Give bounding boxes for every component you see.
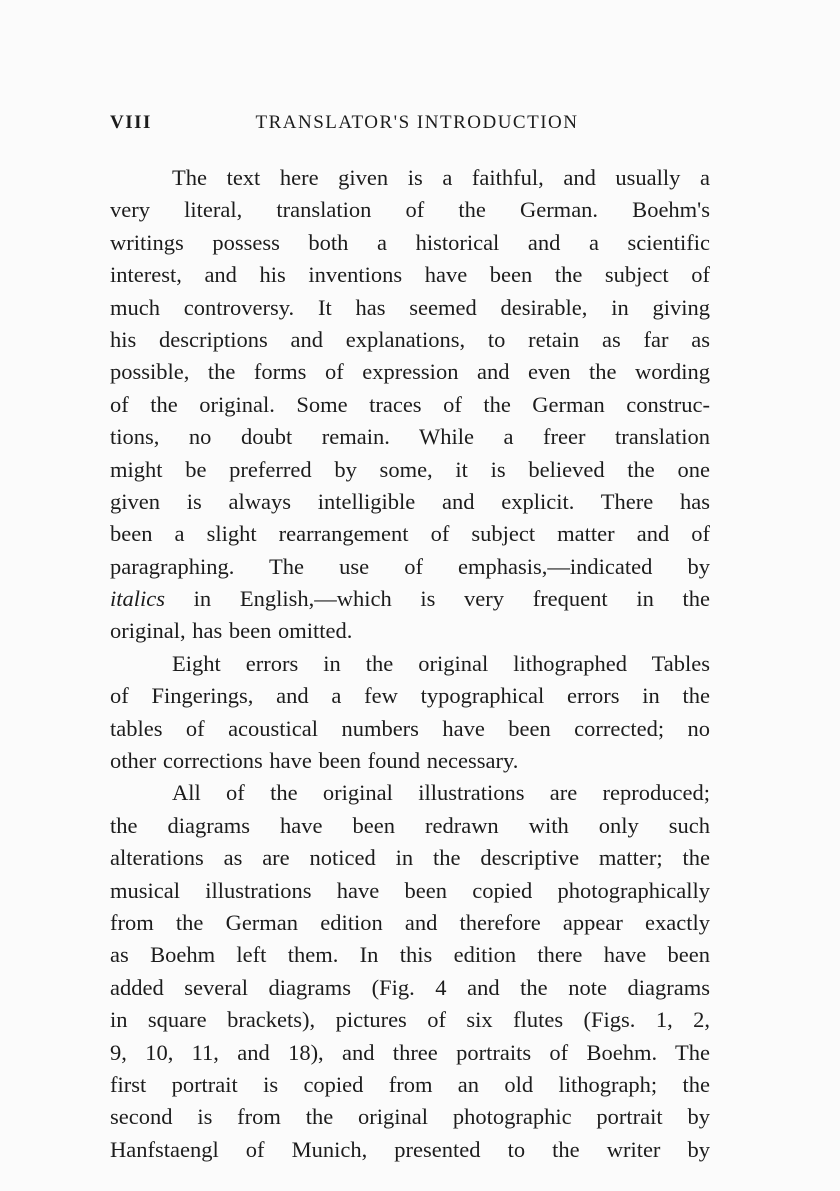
text-line: Hanfstaengl of Munich, presented to the writer by bbox=[110, 1136, 710, 1162]
text-line bbox=[110, 583, 710, 615]
running-title: TRANSLATOR'S INTRODUCTION bbox=[255, 112, 579, 133]
text-line: of Fingerings, and a few typographical errors in the bbox=[110, 683, 710, 709]
text-line: possible, the forms of expression and even the wording bbox=[110, 359, 710, 385]
text-line: paragraphing. The use of emphasis,—indicated by bbox=[110, 553, 710, 579]
text-line: given is always intelligible and explicit. There has bbox=[110, 488, 710, 514]
text-line: All of the original illustrations are reproduced; bbox=[172, 780, 710, 806]
text-line: Eight errors in the original lithographed Tables bbox=[172, 650, 710, 676]
text-line: second is from the original photographic portrait by bbox=[110, 1104, 710, 1130]
text-line: tions, no doubt remain. While a freer translation bbox=[110, 424, 710, 450]
text-line: interest, and his inventions have been the subject of bbox=[110, 262, 710, 288]
text-line: much controversy. It has seemed desirable, in giving bbox=[110, 294, 710, 320]
page-number: VIII bbox=[110, 112, 152, 133]
text-span: in English,—which is very frequent in the bbox=[165, 586, 710, 612]
text-line: first portrait is copied from an old lithograph; the bbox=[110, 1071, 710, 1097]
italic-word: italics bbox=[110, 586, 165, 612]
paragraph bbox=[110, 648, 710, 778]
text-line: might be preferred by some, it is believed the one bbox=[110, 456, 710, 482]
text-line: his descriptions and explanations, to retain as far as bbox=[110, 326, 710, 352]
text-line: in square brackets), pictures of six flutes (Figs. 1, 2, bbox=[110, 1007, 710, 1033]
text-line: been a slight rearrangement of subject matter and of bbox=[110, 521, 710, 547]
text-line: writings possess both a historical and a scientific bbox=[110, 229, 710, 255]
text-line: tables of acoustical numbers have been corrected; no bbox=[110, 715, 710, 741]
text-line: alterations as are noticed in the descriptive matter; the bbox=[110, 845, 710, 871]
text-line: the diagrams have been redrawn with only such bbox=[110, 812, 710, 838]
text-line: added several diagrams (Fig. 4 and the note diagrams bbox=[110, 974, 710, 1000]
text-line: The text here given is a faithful, and usually a bbox=[172, 165, 710, 190]
text-line: other corrections have been found necessary. bbox=[110, 748, 519, 774]
text-line: musical illustrations have been copied photographically bbox=[110, 877, 710, 903]
text-line: original, has been omitted. bbox=[110, 618, 353, 644]
paragraph bbox=[110, 162, 710, 648]
text-line: 9, 10, 11, and 18), and three portraits of Boehm. The bbox=[110, 1039, 710, 1065]
text-line: of the original. Some traces of the German construc- bbox=[110, 391, 710, 417]
text-line: very literal, translation of the German. Boehm's bbox=[110, 197, 710, 223]
page-header bbox=[110, 112, 710, 142]
paragraph bbox=[110, 777, 710, 1166]
page-body bbox=[110, 162, 710, 1166]
text-line: as Boehm left them. In this edition there have been bbox=[110, 942, 710, 968]
text-line: from the German edition and therefore appear exactly bbox=[110, 909, 710, 935]
